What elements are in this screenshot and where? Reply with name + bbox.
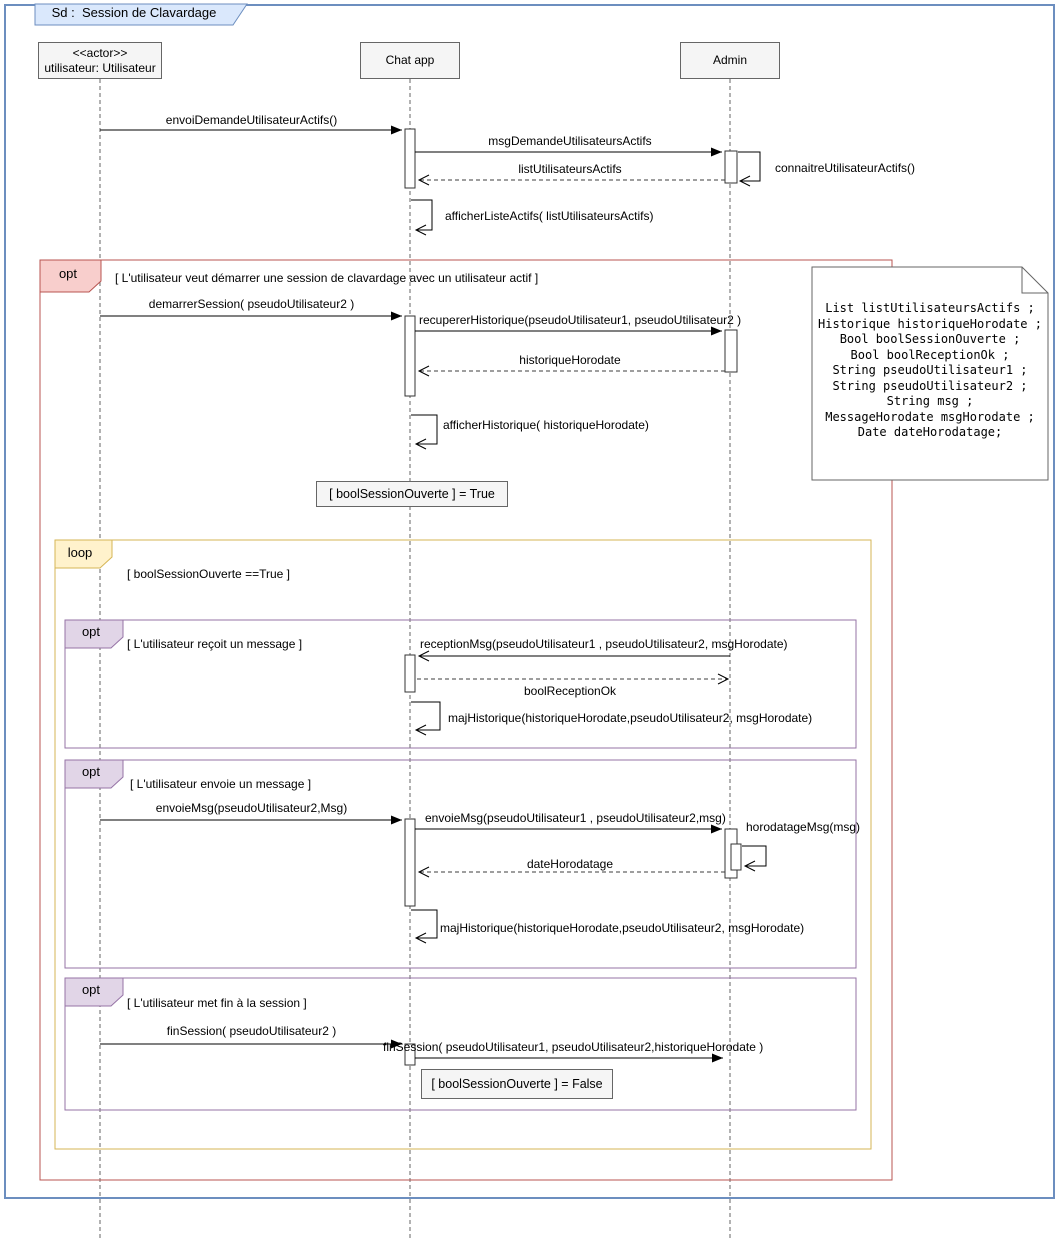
message-label-envoie-msg-1: envoieMsg(pseudoUtilisateur2,Msg): [155, 801, 348, 815]
actor-name: utilisateur: Utilisateur: [44, 60, 156, 75]
message-label-envoie-msg-2: envoieMsg(pseudoUtilisateur1 , pseudoUtilisateur2,msg): [425, 811, 726, 825]
message-label-horodatage-msg: horodatageMsg(msg): [746, 820, 861, 834]
self-arrow-maj-historique-1: [411, 702, 440, 730]
message-label-date-horodatage: dateHorodatage: [526, 857, 614, 871]
opt-receive-label: opt: [81, 624, 101, 639]
message-label-connaitre: connaitreUtilisateurActifs(): [775, 161, 916, 175]
self-arrow-afficher-liste: [411, 200, 432, 230]
message-label-afficher-liste: afficherListeActifs( listUtilisateursActifs): [445, 209, 654, 223]
loop-label: loop: [67, 545, 93, 560]
note-line: Historique historiqueHorodate ;: [818, 316, 1042, 331]
message-label-envoi-demande: envoiDemandeUtilisateurActifs(): [165, 113, 338, 127]
note-line: List listUtilisateursActifs ;: [825, 301, 1035, 315]
activation-admin-1: [725, 151, 737, 183]
lifeline-head-chat-app: [360, 42, 460, 79]
opt-send-label: opt: [81, 764, 101, 779]
message-label-maj-historique-1: majHistorique(historiqueHorodate,pseudoUtilisateur2, msgHorodate): [448, 711, 813, 725]
opt-main-label: opt: [58, 266, 78, 281]
self-arrow-maj-historique-2: [411, 910, 437, 938]
activation-chat-2: [405, 316, 415, 396]
lifeline-head-actor: [38, 42, 162, 79]
message-label-historique-horodate: historiqueHorodate: [519, 353, 621, 367]
activation-chat-3: [405, 655, 415, 692]
state-box-session-false: [ boolSessionOuverte ] = False: [421, 1069, 613, 1099]
opt-end-guard: [ L'utilisateur met fin à la session ]: [127, 996, 307, 1010]
state-box-session-true: [ boolSessionOuverte ] = True: [316, 481, 508, 507]
message-label-msg-demande: msgDemandeUtilisateursActifs: [488, 134, 652, 148]
opt-receive-guard: [ L'utilisateur reçoit un message ]: [127, 637, 303, 651]
diagram-frame: [5, 5, 1054, 1198]
note-line: String pseudoUtilisateur2 ;: [832, 378, 1028, 393]
note-line: Bool boolSessionOuverte ;: [839, 332, 1021, 346]
note-line: String msg ;: [886, 394, 974, 408]
message-label-bool-reception-ok: boolReceptionOk: [523, 684, 617, 698]
message-label-fin-session-2: finSession( pseudoUtilisateur1, pseudoUtilisateur2,historiqueHorodate ): [383, 1040, 764, 1054]
lifeline-head-admin: [680, 42, 780, 79]
chat-app-name: Chat app: [385, 53, 435, 67]
self-arrow-horodatage-msg: [742, 846, 766, 866]
message-label-recuperer-historique: recupererHistorique(pseudoUtilisateur1, pseudoUtilisateur2 ): [419, 313, 742, 327]
self-arrow-connaitre: [738, 152, 760, 181]
actor-stereotype: <<actor>>: [72, 45, 128, 60]
message-label-demarrer-session: demarrerSession( pseudoUtilisateur2 ): [148, 297, 355, 311]
note-line: Bool boolReceptionOk ;: [850, 347, 1010, 362]
note-declarations: [812, 301, 1048, 441]
message-label-fin-session-1: finSession( pseudoUtilisateur2 ): [166, 1024, 337, 1038]
loop-guard: [ boolSessionOuverte ==True ]: [127, 567, 290, 581]
admin-name: Admin: [712, 53, 747, 67]
note-line: Date dateHorodatage;: [857, 425, 1003, 439]
activation-admin-3-nested: [731, 844, 741, 870]
self-arrow-afficher-historique: [411, 415, 437, 444]
diagram-title: Sd : Session de Clavardage: [51, 5, 217, 20]
note-line: MessageHorodate msgHorodate ;: [825, 409, 1035, 424]
note-line: String pseudoUtilisateur1 ;: [832, 363, 1028, 377]
message-label-maj-historique-2: majHistorique(historiqueHorodate,pseudoUtilisateur2, msgHorodate): [440, 921, 805, 935]
opt-main-guard: [ L'utilisateur veut démarrer une session de clavardage avec un utilisateur actif ]: [115, 271, 539, 285]
message-label-reception-msg: receptionMsg(pseudoUtilisateur1 , pseudoUtilisateur2, msgHorodate): [420, 637, 788, 651]
activation-chat-4: [405, 819, 415, 906]
message-label-list-actifs: listUtilisateursActifs: [518, 162, 622, 176]
message-label-afficher-historique: afficherHistorique( historiqueHorodate): [443, 418, 649, 432]
activation-chat-1: [405, 129, 415, 188]
opt-end-label: opt: [81, 982, 101, 997]
opt-send-guard: [ L'utilisateur envoie un message ]: [130, 777, 312, 791]
activation-admin-2: [725, 330, 737, 372]
